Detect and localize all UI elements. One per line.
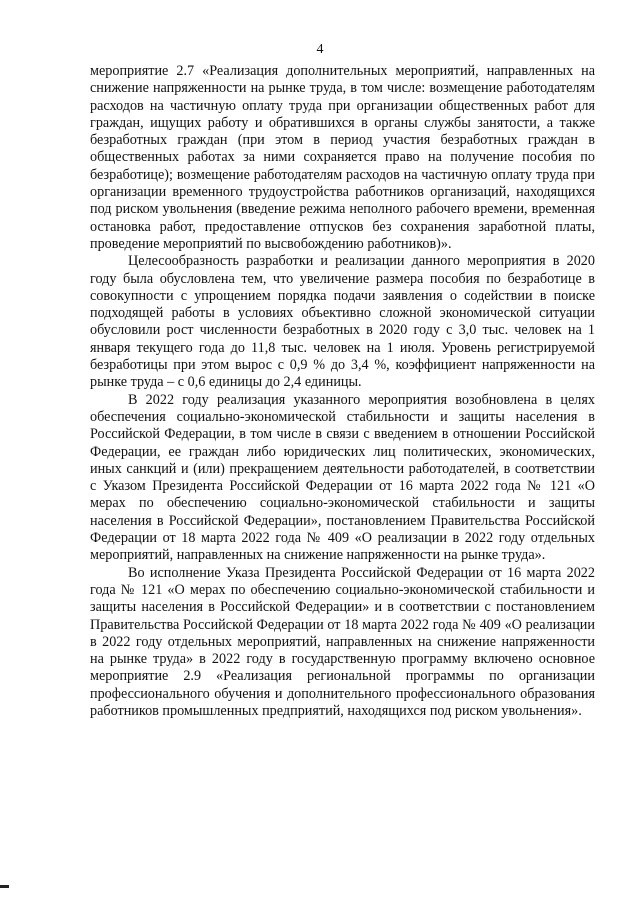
page-number: 4 [316,42,324,57]
scan-edge-mark [0,885,9,888]
paragraph-rationale-2020: Целесообразность разработки и реализации данного мероприятия в 2020 году была обусловлена тем, что увеличение размера пособия по безработице в совокупности с упрощением порядка подачи заявления о содействии в поиске подходящей работы в условиях объективно сложной экономической ситуации обусловили рост численности безработных в 2020 году с 3,0 тыс. человек на 1 января текущего года до 11,8 тыс. человек на 1 июля. Уровень регистрируемой безработицы при этом вырос с 0,9 % до 3,4 %, коэффициент напряженности на рынке труда – с 0,6 единицы до 2,4 единицы. [90,253,595,391]
document-body [90,63,595,720]
paragraph-2022-resumption: В 2022 году реализация указанного мероприятия возобновлена в целях обеспечения социально-экономической стабильности и защиты населения в Российской Федерации, в том числе в связи с введением в отношении Российской Федерации, ее граждан либо юридических лиц политических, экономических, иных санкций и (или) прекращением деятельности работодателей, в соответствии с Указом Президента Российской Федерации от 16 марта 2022 года № 121 «О мерах по обеспечению социально-экономической стабильности и защиты населения в Российской Федерации», постановлением Правительства Российской Федерации от 18 марта 2022 года № 409 «О реализации в 2022 году отдельных мероприятий, направленных на снижение напряженности на рынке труда». [90,391,595,564]
paragraph-continuation: мероприятие 2.7 «Реализация дополнительных мероприятий, направленных на снижение напряженности на рынке труда, в том числе: возмещение работодателям расходов на частичную оплату труда при организации общественных работ для граждан, ищущих работу и обратившихся в органы службы занятости, а также безработных граждан (при этом в период участия безработных граждан в общественных работах за ними сохраняется право на получение пособия по безработице); возмещение работодателям расходов на частичную оплату труда при организации временного трудоустройства работников организаций, находящихся под риском увольнения (введение режима неполного рабочего времени, временная остановка работ, предоставление отпусков без сохранения заработной платы, проведение мероприятий по высвобождению работников)». [90,63,595,252]
paragraph-decree-execution: Во исполнение Указа Президента Российской Федерации от 16 марта 2022 года № 121 «О мерах по обеспечению социально-экономической стабильности и защиты населения в Российской Федерации» и в соответствии с постановлением Правительства Российской Федерации от 18 марта 2022 года № 409 «О реализации в 2022 году отдельных мероприятий, направленных на снижение напряженности на рынке труда» в 2022 году в государственную программу включено основное мероприятие 2.9 «Реализация региональной программы по организации профессионального обучения и дополнительного профессионального образования работников промышленных предприятий, находящихся под риском увольнения». [90,564,595,719]
